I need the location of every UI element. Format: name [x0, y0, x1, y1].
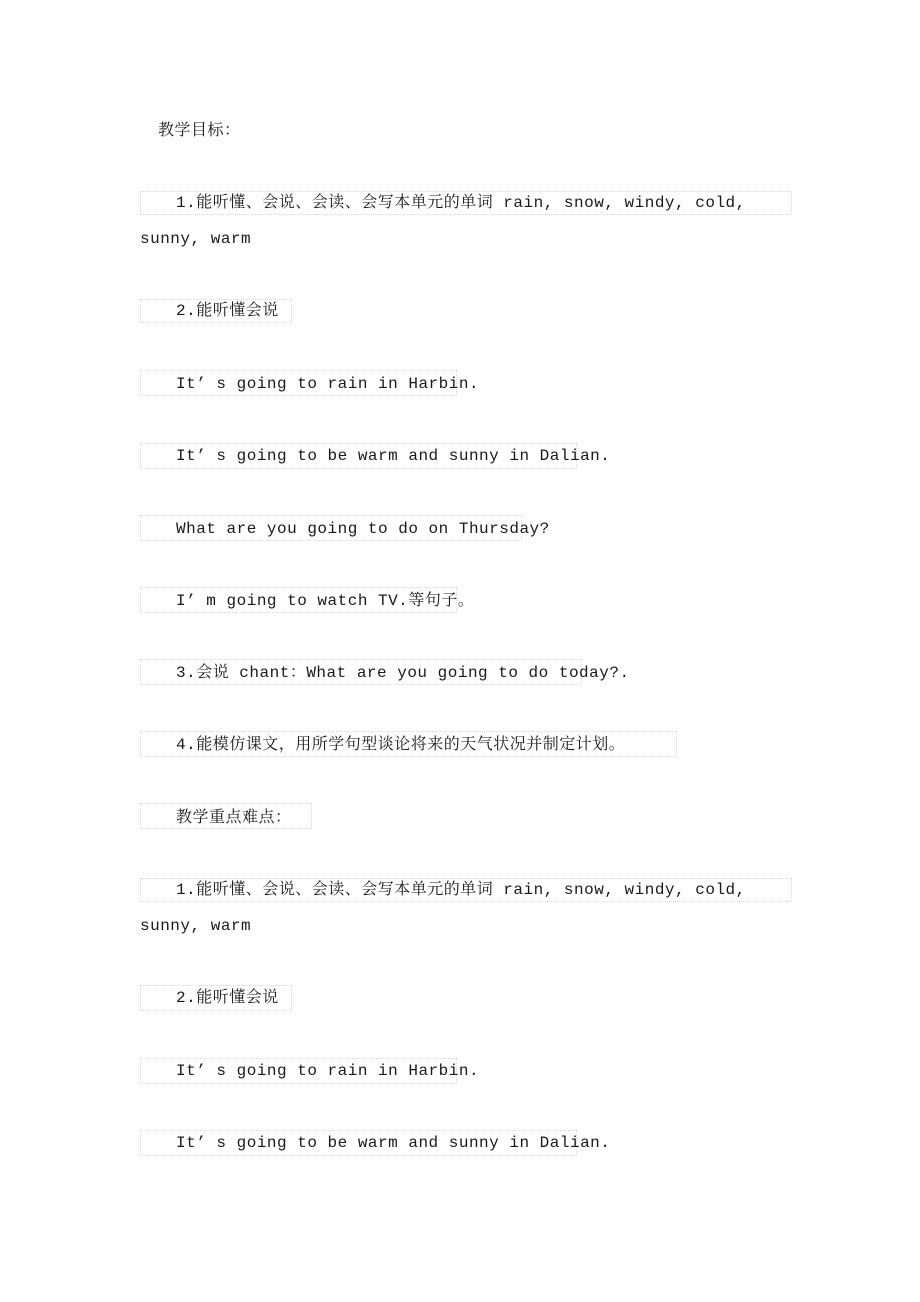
objective-item-1-continuation — [140, 229, 251, 249]
keypoint-sentence-harbin — [176, 1061, 479, 1081]
objective-sentence-harbin — [176, 374, 479, 394]
item-text: 3.会说 chant：What are you going to do today?. — [176, 664, 630, 682]
section-heading-key-points — [176, 807, 292, 827]
section-heading-objectives — [158, 120, 241, 140]
item-text: It’ s going to rain in Harbin. — [176, 375, 480, 393]
keypoint-item-2 — [176, 988, 279, 1008]
item-text: What are you going to do on Thursday? — [176, 520, 550, 538]
keypoint-item-1-continuation — [140, 916, 251, 936]
item-text-continuation: sunny, warm — [140, 917, 252, 935]
objective-sentence-watch-tv — [176, 591, 474, 611]
item-text: It’ s going to be warm and sunny in Dalian. — [176, 1134, 611, 1152]
item-text: It’ s going to be warm and sunny in Dalian. — [176, 447, 611, 465]
item-text: 4.能模仿课文，用所学句型谈论将来的天气状况并制定计划。 — [176, 736, 626, 754]
objective-item-1 — [176, 193, 746, 213]
item-text: 1.能听懂、会说、会读、会写本单元的单词 rain, snow, windy, cold, — [176, 881, 746, 899]
objective-item-3 — [176, 663, 630, 683]
heading-text: 教学目标： — [158, 120, 241, 139]
objective-item-4 — [176, 735, 625, 755]
objective-item-2 — [176, 301, 279, 321]
item-text: 1.能听懂、会说、会读、会写本单元的单词 rain, snow, windy, cold, — [176, 194, 746, 212]
objective-sentence-thursday — [176, 519, 550, 539]
item-text: It’ s going to rain in Harbin. — [176, 1062, 480, 1080]
item-text: 2.能听懂会说 — [176, 302, 279, 320]
objective-sentence-dalian — [176, 446, 610, 466]
item-text-continuation: sunny, warm — [140, 230, 252, 248]
item-text: 2.能听懂会说 — [176, 989, 279, 1007]
heading-text: 教学重点难点： — [176, 807, 292, 826]
keypoint-sentence-dalian — [176, 1133, 610, 1153]
keypoint-item-1 — [176, 880, 746, 900]
item-text: I’ m going to watch TV.等句子。 — [176, 592, 475, 610]
